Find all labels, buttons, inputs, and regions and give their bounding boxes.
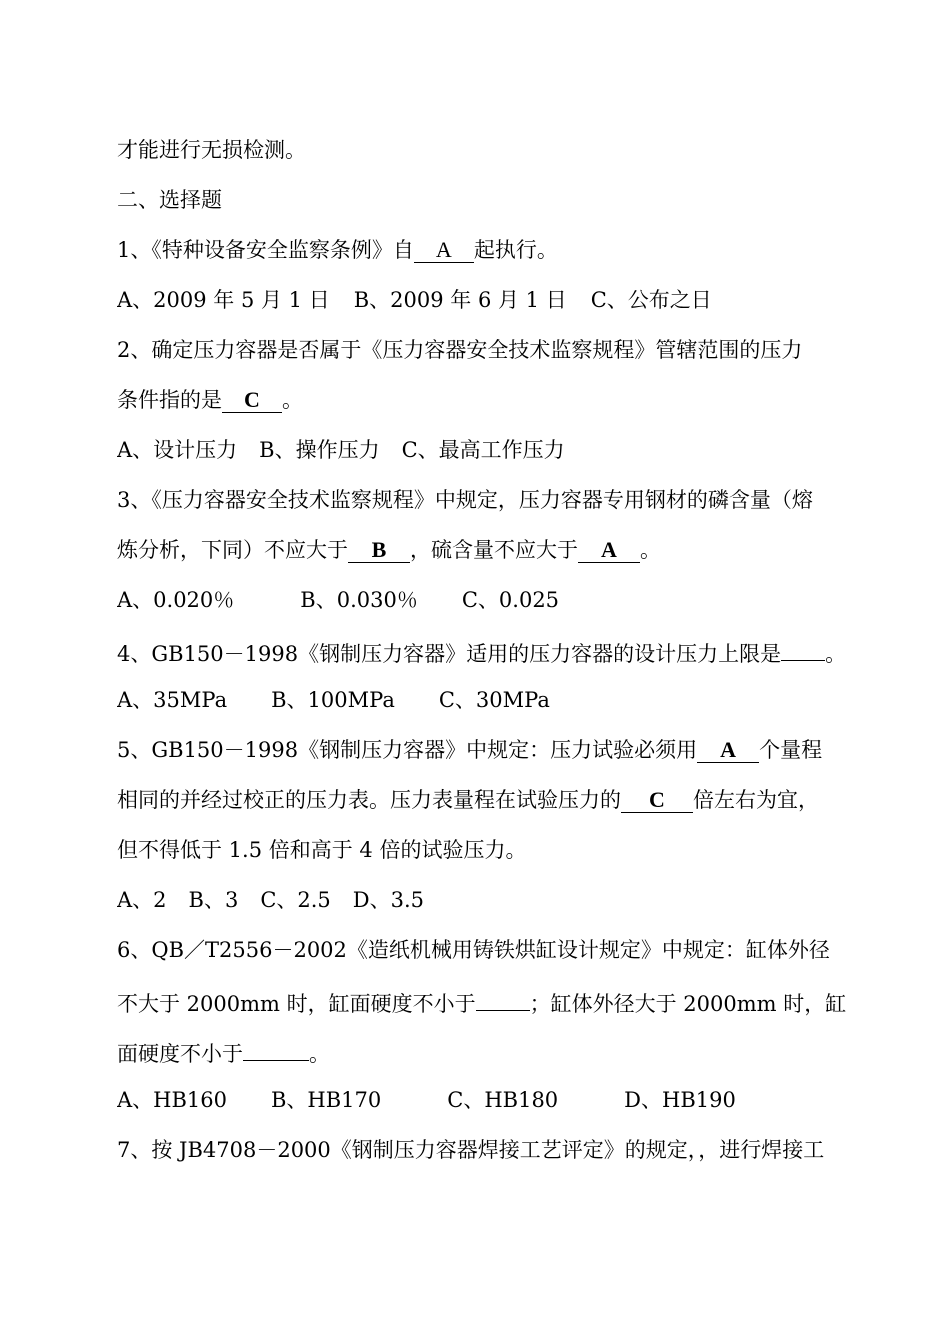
answer-blank [243, 1036, 309, 1061]
question-3 [117, 486, 847, 514]
option-c: C、公布之日 [590, 288, 712, 312]
option-c: C、最高工作压力 [401, 438, 565, 462]
answer-text: A [601, 537, 617, 562]
options-6 [117, 1086, 847, 1114]
question-text: 但不得低于 1.5 倍和高于 4 倍的试验压力。 [117, 838, 527, 862]
answer-blank [781, 636, 825, 661]
question-text: 3、《压力容器安全技术监察规程》中规定，压力容器专用钢材的磷含量（熔 [117, 488, 813, 512]
question-5-cont [117, 836, 847, 864]
question-text: 倍左右为宜， [693, 788, 819, 812]
answer-text: A [435, 237, 452, 262]
question-text: 条件指的是 [117, 388, 222, 412]
answer-blank [222, 388, 282, 413]
answer-blank [697, 738, 759, 763]
question-2 [117, 336, 847, 364]
option-b: B、0.030％ [300, 588, 418, 612]
option-a: A、HB160 [117, 1088, 227, 1112]
question-text: 。 [825, 642, 847, 666]
question-text: 个量程 [759, 738, 823, 762]
text-line [117, 136, 847, 164]
question-text: ；缸体外径大于 2000mm 时，缸 [529, 992, 847, 1016]
question-text: 面硬度不小于 [117, 1042, 243, 1066]
option-c: C、HB180 [447, 1088, 559, 1112]
option-d: D、3.5 [352, 888, 425, 912]
question-6-cont [117, 986, 847, 1018]
option-b: B、100MPa [271, 688, 395, 712]
question-5-cont [117, 786, 847, 814]
question-text: 。 [282, 388, 303, 412]
option-b: B、HB170 [271, 1088, 382, 1112]
question-text: ，硫含量不应大于 [410, 538, 578, 562]
options-2 [117, 436, 847, 464]
option-b: B、操作压力 [259, 438, 380, 462]
option-a: A、35MPa [117, 688, 228, 712]
question-4 [117, 636, 847, 668]
answer-blank [414, 238, 474, 263]
question-text: 不大于 2000mm 时，缸面硬度不小于 [117, 992, 476, 1016]
question-text: 。 [309, 1042, 330, 1066]
question-text: 7、按 JB4708－2000《钢制压力容器焊接工艺评定》的规定，，进行焊接工 [117, 1138, 825, 1162]
answer-text: C [649, 787, 665, 812]
section-heading [117, 186, 847, 214]
question-text: 炼分析，下同）不应大于 [117, 538, 348, 562]
answer-blank [476, 986, 530, 1011]
line-text: 才能进行无损检测。 [117, 138, 306, 162]
option-a: A、2 [117, 888, 167, 912]
question-text: 起执行。 [473, 238, 558, 262]
question-text: 。 [640, 538, 661, 562]
question-text: 4、GB150－1998《钢制压力容器》适用的压力容器的设计压力上限是 [117, 642, 782, 666]
question-text: 6、QB／T2556－2002《造纸机械用铸铁烘缸设计规定》中规定：缸体外径 [117, 938, 830, 962]
question-text: 2、确定压力容器是否属于《压力容器安全技术监察规程》管辖范围的压力 [117, 338, 803, 362]
options-3 [117, 586, 847, 614]
question-2-cont [117, 386, 847, 414]
answer-blank [348, 538, 410, 563]
answer-text: C [244, 387, 260, 412]
option-c: C、30MPa [438, 688, 550, 712]
answer-blank [578, 538, 640, 563]
question-3-cont [117, 536, 847, 564]
question-1 [117, 236, 847, 264]
option-b: B、2009 年 6 月 1 日 [353, 288, 567, 312]
question-6 [117, 936, 847, 964]
option-c: C、0.025 [461, 588, 560, 612]
options-5 [117, 886, 847, 914]
options-1 [117, 286, 847, 314]
question-text: 5、GB150－1998《钢制压力容器》中规定：压力试验必须用 [117, 738, 698, 762]
answer-text: A [720, 737, 737, 762]
option-d: D、HB190 [624, 1088, 736, 1112]
question-6-cont [117, 1036, 847, 1068]
question-7 [117, 1136, 847, 1164]
option-a: A、2009 年 5 月 1 日 [117, 288, 330, 312]
option-c: C、2.5 [260, 888, 331, 912]
question-5 [117, 736, 847, 764]
option-a: A、0.020％ [117, 588, 235, 612]
answer-blank [621, 788, 693, 813]
option-b: B、3 [188, 888, 239, 912]
section-title: 二、选择题 [117, 188, 222, 212]
question-text: 1、《特种设备安全监察条例》自 [117, 238, 414, 262]
option-a: A、设计压力 [117, 438, 238, 462]
options-4 [117, 686, 847, 714]
answer-text: B [371, 537, 387, 562]
question-text: 相同的并经过校正的压力表。压力表量程在试验压力的 [117, 788, 621, 812]
